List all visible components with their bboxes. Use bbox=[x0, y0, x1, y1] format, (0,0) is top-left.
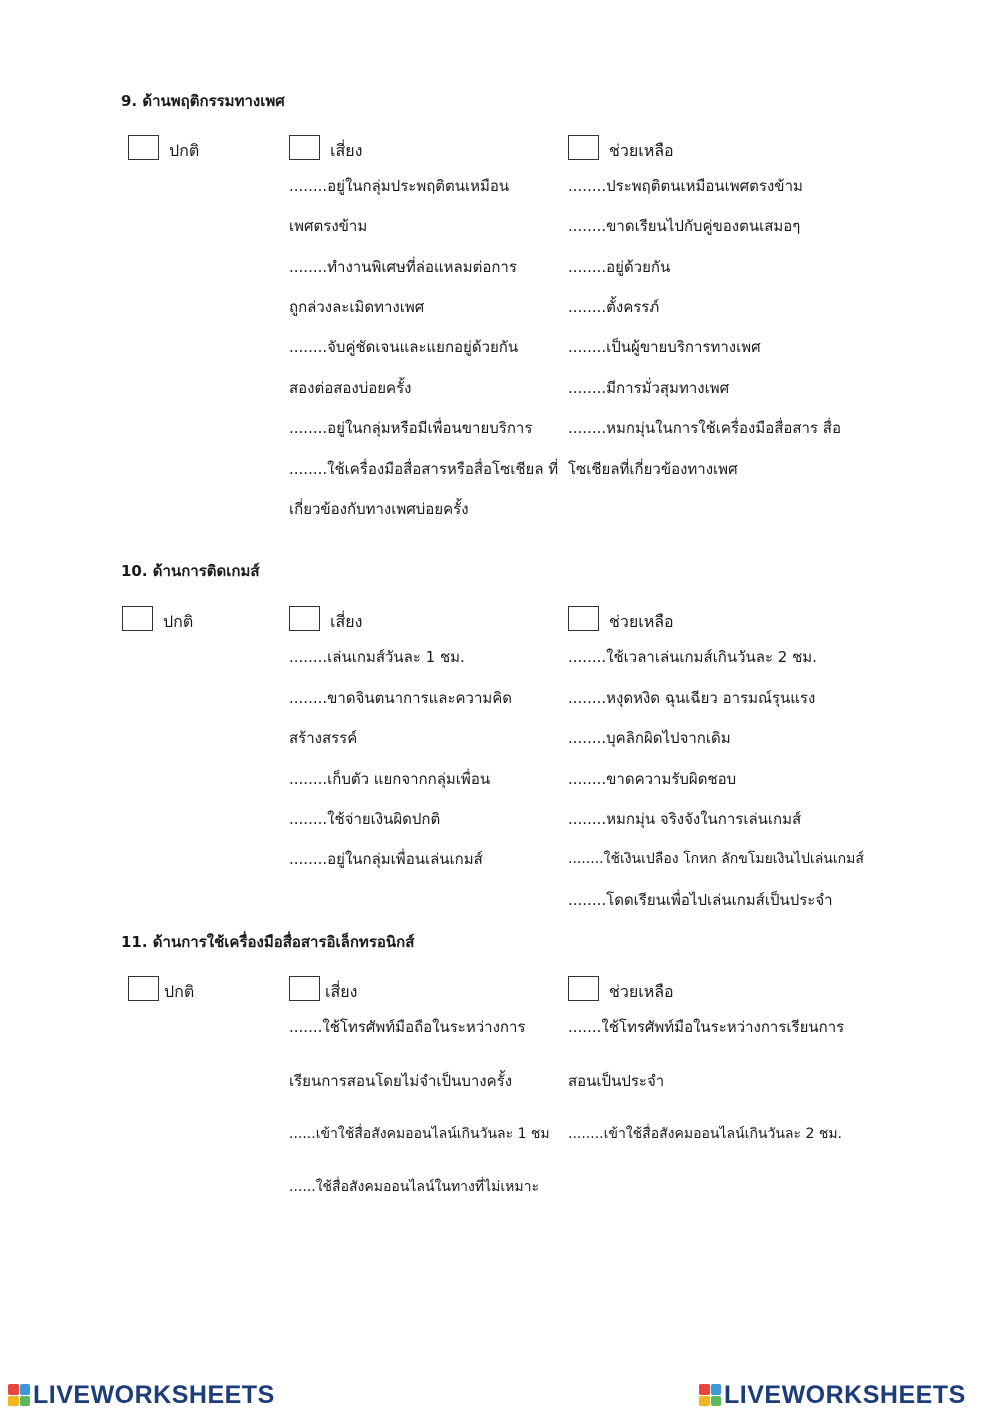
checkbox-normal[interactable] bbox=[128, 976, 159, 1001]
logo-block-red-icon bbox=[699, 1384, 710, 1395]
liveworksheets-icon bbox=[699, 1384, 721, 1406]
option-help[interactable] bbox=[568, 606, 728, 632]
help-item: สอนเป็นประจำ bbox=[568, 1072, 665, 1090]
section-11-heading: 11. ด้านการใช้เครื่องมือสื่อสารอิเล็กทรอนิกส์ bbox=[121, 933, 415, 951]
risk-item: ........อยู่ในกลุ่มเพื่อนเล่นเกมส์ bbox=[289, 850, 483, 868]
liveworksheets-logo-right[interactable] bbox=[699, 1382, 966, 1408]
checkbox-risk[interactable] bbox=[289, 976, 320, 1001]
logo-block-yellow-icon bbox=[699, 1396, 710, 1407]
logo-block-red-icon bbox=[8, 1384, 19, 1395]
option-risk[interactable] bbox=[289, 135, 419, 161]
option-label: เสี่ยง bbox=[330, 612, 363, 631]
risk-item: สร้างสรรค์ bbox=[289, 729, 358, 747]
help-item: ........ประพฤติตนเหมือนเพศตรงข้าม bbox=[568, 177, 803, 195]
help-item: ........หมกมุ่น จริงจังในการเล่นเกมส์ bbox=[568, 810, 802, 828]
help-item: ........อยู่ด้วยกัน bbox=[568, 258, 671, 276]
checkbox-risk[interactable] bbox=[289, 606, 320, 631]
logo-block-green-icon bbox=[711, 1396, 722, 1407]
risk-item: ถูกล่วงละเมิดทางเพศ bbox=[289, 298, 425, 316]
risk-item: ........อยู่ในกลุ่มหรือมีเพื่อนขายบริการ bbox=[289, 419, 533, 437]
help-item: โซเชียลที่เกี่ยวข้องทางเพศ bbox=[568, 460, 738, 478]
risk-item: สองต่อสองบ่อยครั้ง bbox=[289, 379, 412, 397]
checkbox-help[interactable] bbox=[568, 606, 599, 631]
option-normal[interactable] bbox=[128, 976, 258, 1002]
liveworksheets-logo-left[interactable] bbox=[8, 1382, 275, 1408]
help-item: ........ขาดเรียนไปกับคู่ของตนเสมอๆ bbox=[568, 217, 801, 235]
logo-block-yellow-icon bbox=[8, 1396, 19, 1407]
risk-item: ......เข้าใช้สื่อสังคมออนไลน์เกินวันละ 1 ชม bbox=[289, 1126, 550, 1142]
logo-block-green-icon bbox=[20, 1396, 31, 1407]
option-label: เสี่ยง bbox=[330, 141, 363, 160]
option-help[interactable] bbox=[568, 135, 728, 161]
option-label: ช่วยเหลือ bbox=[609, 612, 674, 631]
logo-block-blue-icon bbox=[20, 1384, 31, 1395]
risk-item: ........จับคู่ชัดเจนและแยกอยู่ด้วยกัน bbox=[289, 338, 519, 356]
risk-item: เรียนการสอนโดยไม่จำเป็นบางครั้ง bbox=[289, 1072, 513, 1090]
risk-item: ........ทำงานพิเศษที่ล่อแหลมต่อการ bbox=[289, 258, 517, 276]
option-label: ช่วยเหลือ bbox=[609, 141, 674, 160]
help-item: ........เป็นผู้ขายบริการทางเพศ bbox=[568, 338, 761, 356]
risk-item: เกี่ยวข้องกับทางเพศบ่อยครั้ง bbox=[289, 500, 469, 518]
option-risk[interactable] bbox=[289, 606, 419, 632]
option-risk[interactable] bbox=[289, 976, 419, 1002]
help-item: .......ใช้โทรศัพท์มือในระหว่างการเรียนการ bbox=[568, 1018, 845, 1036]
logo-text: LIVEWORKSHEETS bbox=[33, 1380, 275, 1409]
help-item: ........หงุดหงิด ฉุนเฉียว อารมณ์รุนแรง bbox=[568, 689, 816, 707]
help-item: ........มีการมั่วสุมทางเพศ bbox=[568, 379, 730, 397]
option-normal[interactable] bbox=[128, 135, 258, 161]
liveworksheets-icon bbox=[8, 1384, 30, 1406]
option-label: ช่วยเหลือ bbox=[609, 982, 674, 1001]
help-item: ........ตั้งครรภ์ bbox=[568, 298, 660, 316]
section-9-heading: 9. ด้านพฤติกรรมทางเพศ bbox=[121, 92, 285, 110]
risk-item: ........อยู่ในกลุ่มประพฤติตนเหมือน bbox=[289, 177, 510, 195]
help-item: ........ใช้เงินเปลือง โกหก ลักขโมยเงินไปเล่นเกมส์ bbox=[568, 851, 864, 867]
option-help[interactable] bbox=[568, 976, 728, 1002]
checkbox-normal[interactable] bbox=[128, 135, 159, 160]
option-label: เสี่ยง bbox=[325, 982, 358, 1001]
section-10-heading: 10. ด้านการติดเกมส์ bbox=[121, 562, 260, 580]
option-normal[interactable] bbox=[122, 606, 252, 632]
help-item: ........บุคลิกผิดไปจากเดิม bbox=[568, 729, 731, 747]
help-item: ........โดดเรียนเพื่อไปเล่นเกมส์เป็นประจำ bbox=[568, 891, 833, 909]
option-label: ปกติ bbox=[169, 141, 200, 160]
checkbox-risk[interactable] bbox=[289, 135, 320, 160]
logo-block-blue-icon bbox=[711, 1384, 722, 1395]
checkbox-normal[interactable] bbox=[122, 606, 153, 631]
risk-item: ......ใช้สื่อสังคมออนไลน์ในทางที่ไม่เหมาะ bbox=[289, 1179, 539, 1195]
risk-item: ........ใช้เครื่องมือสื่อสารหรือสื่อโซเชียล ที่ bbox=[289, 460, 559, 478]
help-item: ........ใช้เวลาเล่นเกมส์เกินวันละ 2 ชม. bbox=[568, 648, 817, 666]
risk-item: .......ใช้โทรศัพท์มือถือในระหว่างการ bbox=[289, 1018, 526, 1036]
logo-text: LIVEWORKSHEETS bbox=[724, 1380, 966, 1409]
help-item: ........ขาดความรับผิดชอบ bbox=[568, 770, 737, 788]
option-label: ปกติ bbox=[164, 982, 195, 1001]
checkbox-help[interactable] bbox=[568, 976, 599, 1001]
risk-item: ........เล่นเกมส์วันละ 1 ชม. bbox=[289, 648, 465, 666]
risk-item: ........ขาดจินตนาการและความคิด bbox=[289, 689, 513, 707]
help-item: ........หมกมุ่นในการใช้เครื่องมือสื่อสาร สื่อ bbox=[568, 419, 841, 437]
risk-item: ........เก็บตัว แยกจากกลุ่มเพื่อน bbox=[289, 770, 491, 788]
risk-item: เพศตรงข้าม bbox=[289, 217, 368, 235]
risk-item: ........ใช้จ่ายเงินผิดปกติ bbox=[289, 810, 441, 828]
help-item: ........เข้าใช้สื่อสังคมออนไลน์เกินวันละ 2 ชม. bbox=[568, 1126, 843, 1142]
checkbox-help[interactable] bbox=[568, 135, 599, 160]
option-label: ปกติ bbox=[163, 612, 194, 631]
